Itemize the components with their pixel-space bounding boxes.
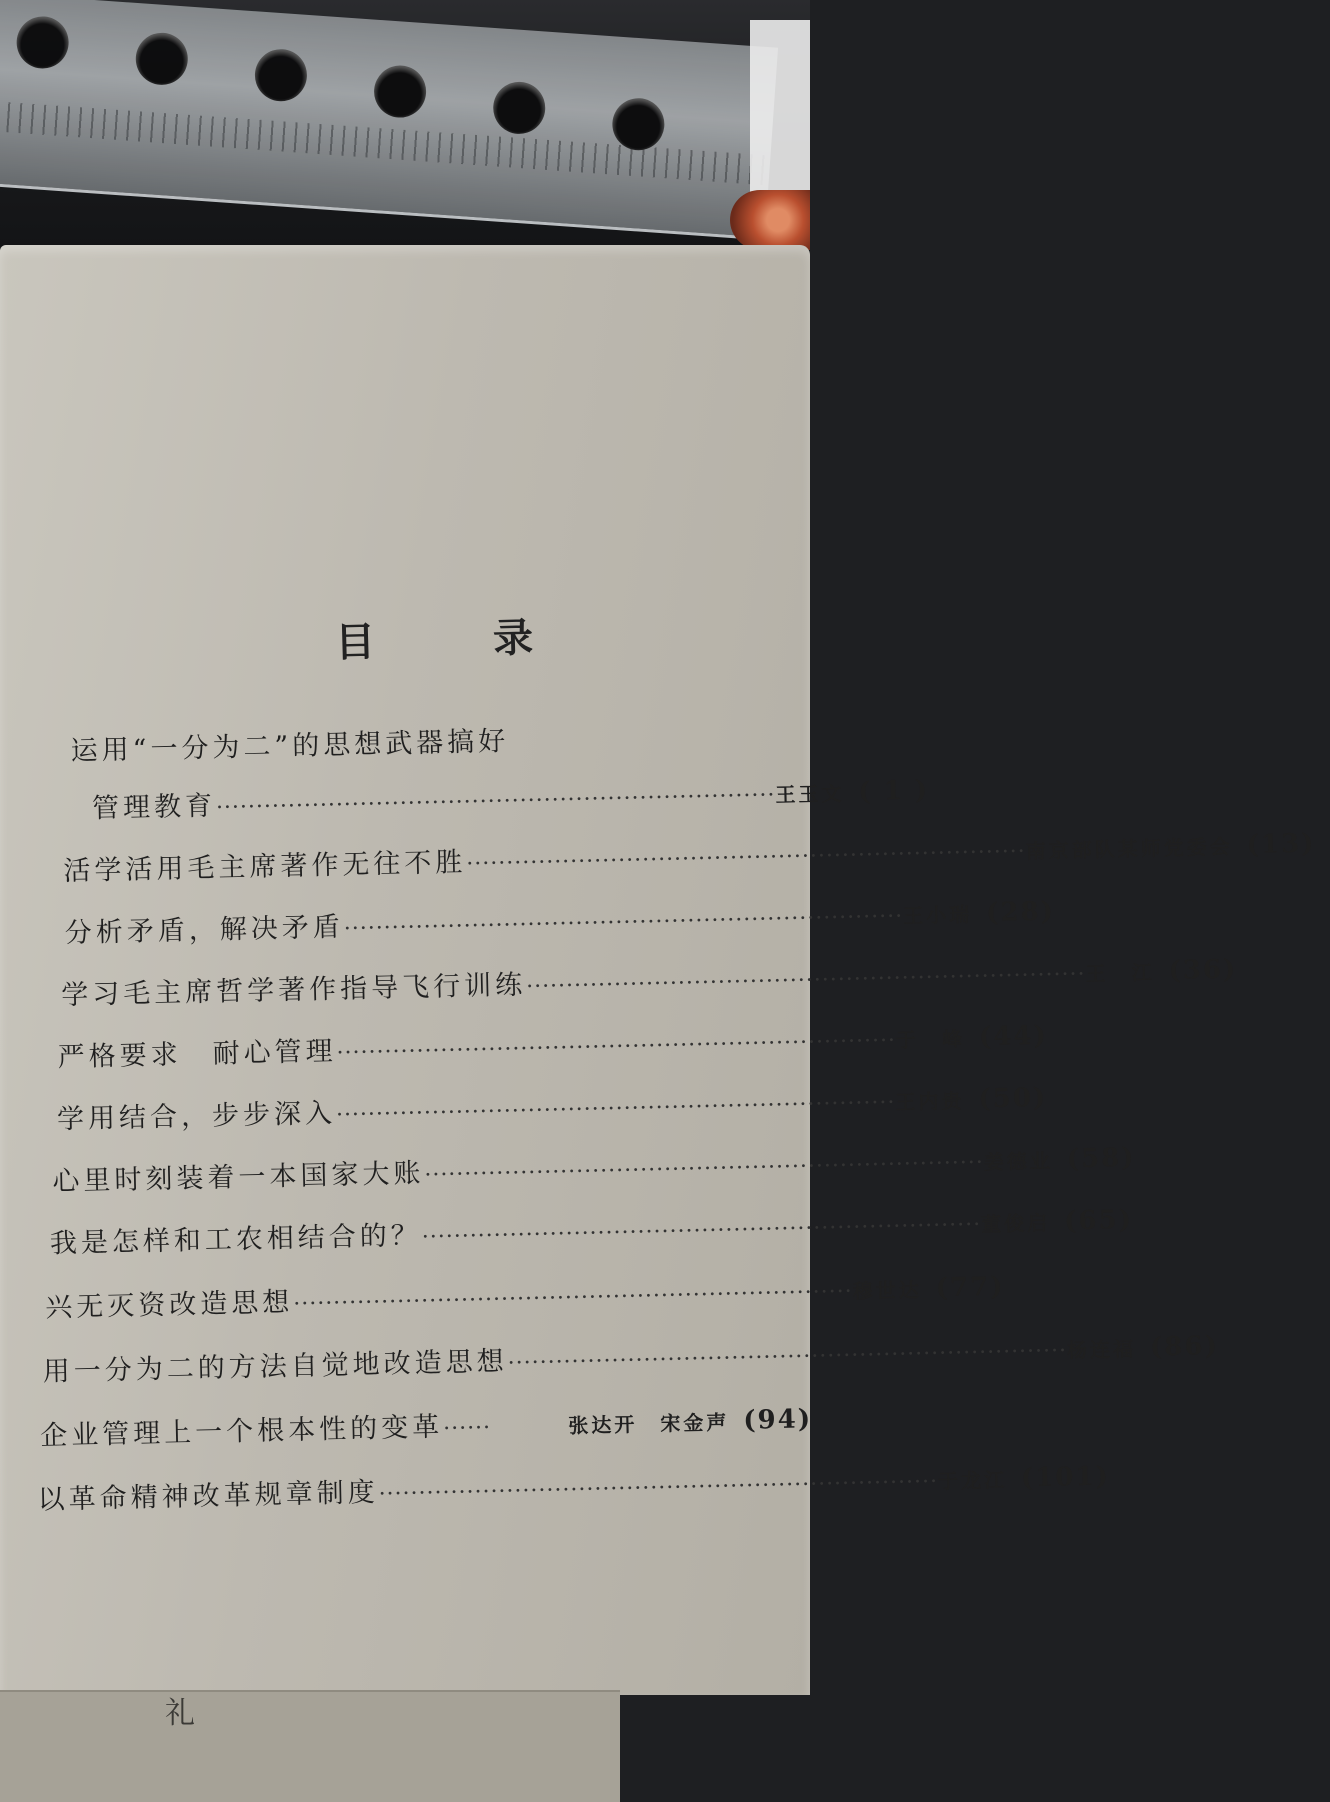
entry-title: 分析矛盾，解决矛盾 <box>64 911 345 950</box>
entry-title: 心里时刻装着一本国家大账 <box>52 1157 425 1198</box>
entry-page: (50) <box>978 1082 1048 1115</box>
entry-title: 运用“一分为二”的思想武器搞好 <box>70 725 510 767</box>
entry-page: (65) <box>1063 1204 1134 1237</box>
entry-title: 活学活用毛主席著作无往不胜 <box>63 846 467 888</box>
entry-title: 我是怎样和工农相结合的？ <box>49 1220 423 1260</box>
entry-page: (77) <box>935 1271 1005 1304</box>
entry-page: (58) <box>1066 1142 1136 1175</box>
entry-leader: ······································································ <box>421 1212 982 1251</box>
entry-author: 董俊启 <box>980 1210 1051 1237</box>
entry-leader: ······································································ <box>507 1338 1068 1377</box>
red-object <box>730 190 810 250</box>
entry-title: 学习毛主席哲学著作指导飞行训练 <box>60 969 527 1012</box>
entry-page: ( 1 ) <box>858 775 930 807</box>
entry-author: 王内贵 <box>895 1088 965 1115</box>
entry-leader: ······································································ <box>335 1090 896 1128</box>
entry-author: 王小瑞 <box>902 902 973 929</box>
entry-leader: ······································································ <box>525 961 1086 1000</box>
entry-author: 于 峰 <box>895 1026 966 1053</box>
entry-page: (36) <box>1168 954 1238 987</box>
entry-title: 用一分为二的方法自觉地改造思想 <box>42 1346 509 1388</box>
ruler-hole <box>253 47 309 103</box>
entry-page: (86) <box>1149 1330 1220 1363</box>
entry-author: 姜德业 <box>983 1148 1054 1175</box>
entry-title: 学用结合，步步深入 <box>56 1097 337 1136</box>
entry-author: 张达开 宋金声 <box>568 1410 730 1438</box>
entry-leader: ······ <box>442 1415 492 1442</box>
entry-author: 穆世达 <box>852 1277 922 1304</box>
entry-title: 管理教育 <box>91 790 217 825</box>
entry-leader: ······································································ <box>466 839 1027 877</box>
entry-page: (28) <box>985 896 1056 929</box>
ruler-hole <box>134 31 190 87</box>
ruler-hole <box>611 96 667 152</box>
entry-leader: ······································································ <box>336 1028 897 1066</box>
ruler-hole <box>15 15 71 71</box>
ruler-hole <box>491 80 547 136</box>
entry-title: 兴无灭资改造思想 <box>44 1286 294 1324</box>
entry-leader: ······································································ <box>215 782 776 821</box>
corner-paper <box>750 20 810 200</box>
entry-author: 于龙江 <box>937 1467 1008 1494</box>
entry-title: 企业管理上一个根本性的变革 <box>39 1411 444 1452</box>
entry-author: 南京部队某师党委会 <box>1025 834 1233 864</box>
entry-title: 以革命精神改革规章制度 <box>37 1477 379 1516</box>
entry-leader: ······································································ <box>424 1150 985 1188</box>
ruler-hole <box>372 64 428 120</box>
entry-title: 严格要求 耐心管理 <box>57 1035 337 1074</box>
entry-page: (101) <box>1020 1461 1111 1494</box>
entry-leader: ······································································ <box>343 904 904 942</box>
entry-author: 王玉文 <box>775 781 845 807</box>
entry-author: 王 江 <box>1085 960 1155 986</box>
toc-title: 目 录 <box>334 612 586 667</box>
entry-leader: ······································································ <box>378 1469 939 1508</box>
entry-page: (44) <box>978 1020 1049 1053</box>
entry-leader: ······································································ <box>293 1279 854 1317</box>
footer-fragment: 礼 <box>165 1696 199 1731</box>
entry-author: 杨连福 <box>1066 1336 1137 1363</box>
entry-page: (13) <box>1246 828 1316 861</box>
page-underneath <box>0 1690 620 1802</box>
entry-page: (94) <box>742 1404 813 1436</box>
